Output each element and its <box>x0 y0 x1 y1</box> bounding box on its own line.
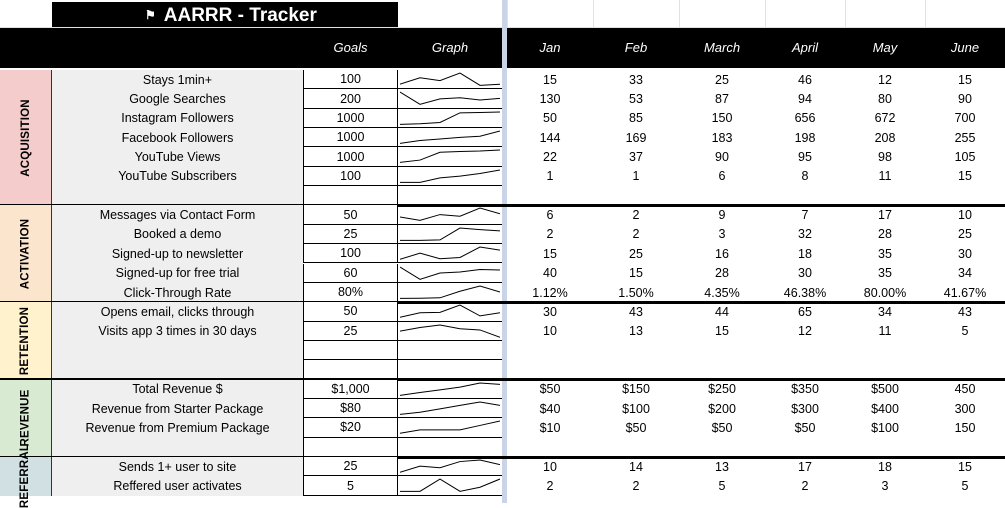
month-value-cell[interactable]: 1.50% <box>618 285 654 300</box>
month-value-cell[interactable]: 43 <box>629 304 643 319</box>
goal-cell[interactable]: 1000 <box>303 109 398 128</box>
metric-label[interactable]: Signed-up to newsletter <box>111 246 244 261</box>
month-value-cell[interactable]: 6 <box>718 169 726 184</box>
month-value-cell[interactable] <box>765 186 845 205</box>
month-value-cell[interactable]: 15 <box>958 72 972 87</box>
sparkline <box>400 246 500 260</box>
goal-cell[interactable]: $80 <box>303 399 398 418</box>
table-row <box>0 147 1005 166</box>
month-value-cell[interactable]: 95 <box>798 150 812 165</box>
month-value-cell[interactable]: 22 <box>543 150 557 165</box>
flag-icon: ⚑ <box>145 8 156 22</box>
month-value-cell[interactable] <box>845 360 925 379</box>
metric-label[interactable]: Total Revenue $ <box>132 382 223 397</box>
month-value-cell[interactable]: 28 <box>715 266 729 281</box>
goal-cell[interactable]: $1,000 <box>303 380 398 399</box>
sparkline-path <box>400 267 500 279</box>
sparkline-cell[interactable] <box>398 244 502 263</box>
metric-label[interactable]: Messages via Contact Form <box>99 208 256 223</box>
header-goals: Goals <box>333 40 368 55</box>
month-value-cell[interactable]: 17 <box>878 208 892 223</box>
month-value-cell[interactable]: 30 <box>958 246 972 261</box>
sparkline-cell[interactable] <box>398 167 502 186</box>
metric-label[interactable]: Google Searches <box>129 92 226 107</box>
sparkline-cell[interactable] <box>398 186 502 205</box>
table-row <box>0 283 1005 302</box>
sparkline-cell[interactable] <box>398 457 502 476</box>
table-row <box>0 128 1005 147</box>
header-graph: Graph <box>431 40 469 55</box>
goal-cell[interactable] <box>303 341 398 360</box>
month-value-cell[interactable]: 144 <box>539 130 561 145</box>
goal-cell[interactable]: 1000 <box>303 147 398 166</box>
month-value-cell[interactable] <box>593 438 679 457</box>
month-value-cell[interactable]: 656 <box>794 111 816 126</box>
month-value-cell[interactable]: 94 <box>798 92 812 107</box>
goal-cell[interactable]: 25 <box>303 225 398 244</box>
month-value-cell[interactable]: 11 <box>878 324 892 339</box>
table-row <box>0 70 1005 89</box>
month-value-cell[interactable]: 8 <box>801 169 809 184</box>
month-value-cell[interactable] <box>925 360 1005 379</box>
sparkline-cell[interactable] <box>398 302 502 321</box>
month-value-cell[interactable]: $100 <box>622 401 650 416</box>
goal-cell[interactable]: 50 <box>303 302 398 321</box>
table-row <box>0 225 1005 244</box>
month-value-cell[interactable]: 2 <box>546 227 554 242</box>
sparkline <box>400 285 500 299</box>
sparkline-path <box>400 479 500 491</box>
month-value-cell[interactable]: 25 <box>715 72 729 87</box>
month-value-cell[interactable]: 15 <box>543 246 557 261</box>
month-value-cell[interactable]: 198 <box>794 130 816 145</box>
month-value-cell[interactable]: 87 <box>715 92 729 107</box>
month-value-cell[interactable]: 169 <box>625 130 647 145</box>
month-value-cell[interactable]: 41.67% <box>943 285 987 300</box>
sparkline-path <box>400 150 500 162</box>
month-value-cell[interactable]: 85 <box>629 111 643 126</box>
month-value-cell[interactable] <box>845 438 925 457</box>
sparkline-cell[interactable] <box>398 147 502 166</box>
month-value-cell[interactable] <box>593 360 679 379</box>
table-row <box>0 457 1005 476</box>
month-value-cell[interactable] <box>679 186 765 205</box>
month-value-cell[interactable]: 15 <box>958 169 972 184</box>
header-month: Feb <box>624 40 648 55</box>
month-value-cell[interactable]: 5 <box>961 324 969 339</box>
month-value-cell[interactable] <box>507 186 593 205</box>
month-value-cell[interactable]: $100 <box>871 420 899 435</box>
goal-cell[interactable]: 200 <box>303 89 398 108</box>
month-value-cell[interactable]: $10 <box>539 420 561 435</box>
sparkline-cell[interactable] <box>398 438 502 457</box>
sparkline <box>400 91 500 105</box>
metric-label[interactable] <box>52 341 303 360</box>
month-value-cell[interactable]: 13 <box>715 459 729 474</box>
month-value-cell[interactable]: 3 <box>718 227 726 242</box>
table-row <box>0 322 1005 341</box>
sparkline <box>400 304 500 318</box>
sparkline-path <box>400 383 500 395</box>
section-label-text: ACTIVATION <box>19 218 32 290</box>
sparkline-path <box>400 247 500 259</box>
month-value-cell[interactable]: 25 <box>629 246 643 261</box>
table-row <box>0 244 1005 263</box>
goal-cell[interactable] <box>303 186 398 205</box>
month-value-cell[interactable]: 80.00% <box>863 285 907 300</box>
month-value-cell[interactable] <box>845 186 925 205</box>
sparkline-cell[interactable] <box>398 476 502 495</box>
month-value-cell[interactable]: 183 <box>711 130 733 145</box>
month-value-cell[interactable]: $50 <box>711 420 733 435</box>
sparkline-path <box>400 305 500 317</box>
goal-cell[interactable]: 50 <box>303 205 398 224</box>
header-month: April <box>791 40 818 55</box>
month-value-cell[interactable]: 25 <box>958 227 972 242</box>
metric-label[interactable]: Revenue from Starter Package <box>91 401 264 416</box>
metric-label[interactable]: Stays 1min+ <box>142 72 213 87</box>
month-value-cell[interactable]: 90 <box>715 150 729 165</box>
month-value-cell[interactable]: 2 <box>632 479 640 494</box>
month-value-cell[interactable]: 2 <box>632 227 640 242</box>
goal-cell[interactable]: $20 <box>303 418 398 437</box>
month-value-cell[interactable]: 53 <box>629 92 643 107</box>
goal-cell[interactable] <box>303 438 398 457</box>
table-row <box>0 380 1005 399</box>
sparkline-path <box>400 421 500 433</box>
sparkline-cell[interactable] <box>398 109 502 128</box>
metric-label[interactable]: YouTube Subscribers <box>118 169 237 184</box>
month-value-cell[interactable]: 16 <box>715 246 729 261</box>
sparkline-cell[interactable] <box>398 89 502 108</box>
month-value-cell[interactable]: 50 <box>543 111 557 126</box>
sparkline <box>400 227 500 241</box>
metric-label[interactable]: Click-Through Rate <box>123 285 232 300</box>
table-row <box>0 418 1005 437</box>
month-value-cell[interactable]: 150 <box>711 111 733 126</box>
sparkline-cell[interactable] <box>398 399 502 418</box>
month-value-cell[interactable]: 105 <box>954 150 976 165</box>
sparkline <box>400 149 500 163</box>
sparkline-cell[interactable] <box>398 283 502 302</box>
month-value-cell[interactable] <box>507 341 593 360</box>
month-value-cell[interactable]: 80 <box>878 92 892 107</box>
month-value-cell[interactable]: 11 <box>878 169 892 184</box>
month-value-cell[interactable]: 18 <box>798 246 812 261</box>
sparkline <box>400 266 500 280</box>
month-value-cell[interactable]: 35 <box>878 246 892 261</box>
month-value-cell[interactable] <box>765 360 845 379</box>
metric-label[interactable]: Instagram Followers <box>121 111 234 126</box>
table-row <box>0 399 1005 418</box>
month-value-cell[interactable]: 32 <box>798 227 812 242</box>
metric-label[interactable]: Reffered user activates <box>113 479 242 494</box>
month-value-cell[interactable] <box>765 438 845 457</box>
sparkline <box>400 382 500 396</box>
month-value-cell[interactable] <box>507 438 593 457</box>
month-value-cell[interactable]: 98 <box>878 150 892 165</box>
month-value-cell[interactable]: 15 <box>543 72 557 87</box>
goal-cell[interactable]: 100 <box>303 70 398 89</box>
month-value-cell[interactable]: $40 <box>539 401 561 416</box>
month-value-cell[interactable]: 5 <box>961 479 969 494</box>
table-row <box>0 341 1005 360</box>
metric-label[interactable]: Facebook Followers <box>121 130 234 145</box>
month-value-cell[interactable] <box>925 186 1005 205</box>
month-value-cell[interactable]: $300 <box>791 401 819 416</box>
sparkline-cell[interactable] <box>398 380 502 399</box>
month-value-cell[interactable]: 40 <box>543 266 557 281</box>
table-row <box>0 186 1005 205</box>
month-value-cell[interactable]: 3 <box>881 479 889 494</box>
month-value-cell[interactable]: 255 <box>954 130 976 145</box>
sparkline <box>400 478 500 492</box>
month-value-cell[interactable]: 2 <box>632 208 640 223</box>
header-month: Jan <box>539 40 561 55</box>
month-value-cell[interactable]: $150 <box>622 382 650 397</box>
month-value-cell[interactable]: 65 <box>798 304 812 319</box>
month-value-cell[interactable] <box>925 341 1005 360</box>
metric-label[interactable]: Opens email, clicks through <box>100 304 255 319</box>
sparkline-cell[interactable] <box>398 70 502 89</box>
sparkline-path <box>400 402 500 414</box>
month-value-cell[interactable]: 37 <box>629 150 643 165</box>
section-label-text: REVENUE <box>19 389 32 447</box>
sparkline-path <box>400 208 500 220</box>
month-value-cell[interactable]: $250 <box>708 382 736 397</box>
sheet-title: ⚑ AARRR - Tracker <box>52 2 398 28</box>
sparkline-path <box>400 460 500 472</box>
month-value-cell[interactable]: 7 <box>801 208 809 223</box>
table-row <box>0 302 1005 321</box>
month-value-cell[interactable] <box>679 438 765 457</box>
sparkline <box>400 169 500 183</box>
section-label-text: ACQUISITION <box>19 98 32 177</box>
month-value-cell[interactable]: 13 <box>629 324 643 339</box>
goal-cell[interactable]: 5 <box>303 476 398 495</box>
month-value-cell[interactable]: 130 <box>539 92 561 107</box>
month-value-cell[interactable]: 46.38% <box>783 285 827 300</box>
sparkline <box>400 130 500 144</box>
month-value-cell[interactable]: 30 <box>798 266 812 281</box>
goal-cell[interactable]: 100 <box>303 167 398 186</box>
goal-cell[interactable]: 100 <box>303 244 398 263</box>
month-value-cell[interactable] <box>593 186 679 205</box>
month-value-cell[interactable]: 208 <box>874 130 896 145</box>
section-label-text: RETENTION <box>19 306 32 375</box>
sparkline-path <box>400 286 500 298</box>
table-row <box>0 109 1005 128</box>
sparkline-path <box>400 228 500 240</box>
sparkline <box>400 72 500 86</box>
month-value-cell[interactable]: 450 <box>954 382 976 397</box>
month-value-cell[interactable]: 30 <box>543 304 557 319</box>
sparkline-cell[interactable] <box>398 128 502 147</box>
header-month: May <box>872 40 898 55</box>
month-value-cell[interactable]: 28 <box>878 227 892 242</box>
month-value-cell[interactable]: 12 <box>798 324 812 339</box>
month-value-cell[interactable]: 150 <box>954 420 976 435</box>
month-value-cell[interactable]: 10 <box>543 324 557 339</box>
month-value-cell[interactable]: 1 <box>632 169 640 184</box>
goal-cell[interactable]: 80% <box>303 283 398 302</box>
month-value-cell[interactable] <box>925 438 1005 457</box>
goal-cell[interactable]: 60 <box>303 264 398 283</box>
table-row <box>0 264 1005 283</box>
month-value-cell[interactable]: 34 <box>878 304 892 319</box>
month-value-cell[interactable] <box>507 360 593 379</box>
month-value-cell[interactable]: $50 <box>625 420 647 435</box>
month-value-cell[interactable]: 1 <box>546 169 554 184</box>
month-value-cell[interactable]: 15 <box>715 324 729 339</box>
month-value-cell[interactable]: 1.12% <box>532 285 568 300</box>
sparkline-cell[interactable] <box>398 418 502 437</box>
metric-label[interactable]: Revenue from Premium Package <box>85 420 270 435</box>
table-row <box>0 89 1005 108</box>
month-value-cell[interactable]: 35 <box>878 266 892 281</box>
table-row <box>0 360 1005 379</box>
month-value-cell[interactable] <box>593 341 679 360</box>
goal-cell[interactable]: 25 <box>303 457 398 476</box>
sparkline-path <box>400 131 500 143</box>
month-value-cell[interactable]: 10 <box>543 459 557 474</box>
sparkline-cell[interactable] <box>398 264 502 283</box>
month-value-cell[interactable] <box>679 341 765 360</box>
sparkline-cell[interactable] <box>398 205 502 224</box>
metric-label[interactable]: Signed-up for free trial <box>115 266 240 281</box>
month-value-cell[interactable]: 12 <box>878 72 892 87</box>
sparkline-cell[interactable] <box>398 322 502 341</box>
month-value-cell[interactable]: 17 <box>798 459 812 474</box>
month-value-cell[interactable]: 44 <box>715 304 729 319</box>
table-row <box>0 476 1005 495</box>
month-value-cell[interactable]: 700 <box>954 111 976 126</box>
metric-label[interactable] <box>52 438 303 457</box>
month-value-cell[interactable]: 18 <box>878 459 892 474</box>
header-month: June <box>950 40 980 55</box>
metric-label[interactable] <box>52 360 303 379</box>
month-value-cell[interactable]: 4.35% <box>704 285 740 300</box>
month-value-cell[interactable]: 9 <box>718 208 726 223</box>
month-value-cell[interactable]: 2 <box>546 479 554 494</box>
month-value-cell[interactable]: 672 <box>874 111 896 126</box>
month-value-cell[interactable] <box>765 341 845 360</box>
month-value-cell[interactable]: 90 <box>958 92 972 107</box>
metric-label[interactable]: YouTube Views <box>134 150 221 165</box>
month-value-cell[interactable]: 15 <box>629 266 643 281</box>
month-value-cell[interactable]: $50 <box>539 382 561 397</box>
sparkline <box>400 459 500 473</box>
section-label-text: REFERRAL <box>19 444 32 508</box>
month-value-cell[interactable]: 33 <box>629 72 643 87</box>
goal-cell[interactable]: 1000 <box>303 128 398 147</box>
sparkline-path <box>400 325 500 337</box>
sparkline-path <box>400 92 500 104</box>
table-row <box>0 205 1005 224</box>
month-value-cell[interactable] <box>845 341 925 360</box>
sparkline-path <box>400 73 500 85</box>
sparkline-cell[interactable] <box>398 341 502 360</box>
month-value-cell[interactable]: 46 <box>798 72 812 87</box>
month-value-cell[interactable]: 6 <box>546 208 554 223</box>
table-row <box>0 438 1005 457</box>
sparkline <box>400 420 500 434</box>
header-month: March <box>703 40 741 55</box>
sparkline-path <box>400 112 500 124</box>
sparkline-path <box>400 170 500 182</box>
month-value-cell[interactable]: $350 <box>791 382 819 397</box>
month-value-cell[interactable]: $500 <box>871 382 899 397</box>
sparkline <box>400 324 500 338</box>
sparkline <box>400 111 500 125</box>
month-value-cell[interactable] <box>679 360 765 379</box>
sparkline-cell[interactable] <box>398 225 502 244</box>
month-value-cell[interactable]: 34 <box>958 266 972 281</box>
table-row <box>0 167 1005 186</box>
month-value-cell[interactable]: 2 <box>801 479 809 494</box>
sparkline <box>400 207 500 221</box>
month-value-cell[interactable]: 10 <box>958 208 972 223</box>
month-value-cell[interactable]: 5 <box>718 479 726 494</box>
metric-label[interactable] <box>52 186 303 205</box>
month-value-cell[interactable]: 300 <box>954 401 976 416</box>
goal-cell[interactable]: 25 <box>303 322 398 341</box>
metric-label[interactable]: Sends 1+ user to site <box>118 459 237 474</box>
month-value-cell[interactable]: $400 <box>871 401 899 416</box>
metric-label[interactable]: Booked a demo <box>133 227 222 242</box>
metric-label[interactable]: Visits app 3 times in 30 days <box>98 324 257 339</box>
sparkline <box>400 401 500 415</box>
sparkline-cell[interactable] <box>398 360 502 379</box>
month-value-cell[interactable]: $200 <box>708 401 736 416</box>
month-value-cell[interactable]: 14 <box>629 459 643 474</box>
month-value-cell[interactable]: $50 <box>794 420 816 435</box>
goal-cell[interactable] <box>303 360 398 379</box>
month-value-cell[interactable]: 15 <box>958 459 972 474</box>
month-value-cell[interactable]: 43 <box>958 304 972 319</box>
